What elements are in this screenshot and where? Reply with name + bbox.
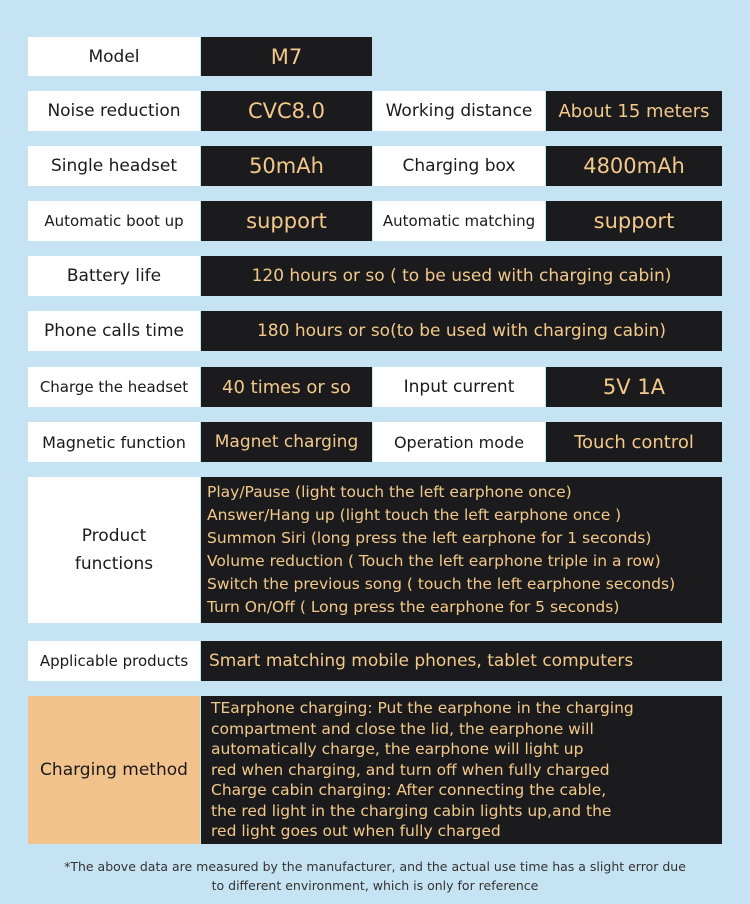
- phone-calls-label: Phone calls time: [28, 311, 200, 351]
- working-distance-label: Working distance: [373, 91, 545, 131]
- product-function-item: Summon Siri (long press the left earphone for 1 seconds): [207, 529, 652, 547]
- charging-method-line: the red light in the charging cabin lights up,and the: [211, 801, 612, 820]
- automatic-boot-value: support: [201, 201, 372, 241]
- product-function-item: Volume reduction ( Touch the left earphone triple in a row): [207, 552, 661, 570]
- battery-life-value: 120 hours or so ( to be used with charging cabin): [201, 256, 722, 296]
- footnote: [0, 857, 750, 895]
- magnetic-function-value: Magnet charging: [201, 422, 372, 462]
- noise-reduction-value: CVC8.0: [201, 91, 372, 131]
- product-functions-label-line-1: Product: [81, 526, 147, 546]
- input-current-value: 5V 1A: [546, 367, 722, 407]
- charging-method-description: [201, 696, 722, 844]
- charging-method-line: compartment and close the lid, the earphone will: [211, 719, 594, 738]
- charging-method-line: red when charging, and turn off when fully charged: [211, 760, 610, 779]
- footnote-line-2: to different environment, which is only for reference: [211, 878, 539, 893]
- noise-reduction-label: Noise reduction: [28, 91, 200, 131]
- applicable-products-value: Smart matching mobile phones, tablet computers: [201, 641, 722, 681]
- single-headset-label: Single headset: [28, 146, 200, 186]
- input-current-label: Input current: [373, 367, 545, 407]
- charge-headset-label: Charge the headset: [28, 367, 200, 407]
- operation-mode-label: Operation mode: [373, 422, 545, 462]
- charging-method-label: Charging method: [28, 696, 200, 844]
- product-function-item: Turn On/Off ( Long press the earphone for 5 seconds): [207, 598, 620, 616]
- product-function-item: Switch the previous song ( touch the left earphone seconds): [207, 575, 676, 593]
- magnetic-function-label: Magnetic function: [28, 422, 200, 462]
- footnote-line-1: *The above data are measured by the manufacturer, and the actual use time has a slight error due: [64, 859, 686, 874]
- battery-life-label: Battery life: [28, 256, 200, 296]
- automatic-matching-label: Automatic matching: [373, 201, 545, 241]
- single-headset-value: 50mAh: [201, 146, 372, 186]
- charging-box-value: 4800mAh: [546, 146, 722, 186]
- product-functions-list: [201, 477, 722, 623]
- operation-mode-value: Touch control: [546, 422, 722, 462]
- phone-calls-value: 180 hours or so(to be used with charging cabin): [201, 311, 722, 351]
- working-distance-value: About 15 meters: [546, 91, 722, 131]
- charging-box-label: Charging box: [373, 146, 545, 186]
- model-label: Model: [28, 37, 200, 76]
- charging-method-line: red light goes out when fully charged: [211, 822, 501, 841]
- charge-headset-value: 40 times or so: [201, 367, 372, 407]
- automatic-matching-value: support: [546, 201, 722, 241]
- applicable-products-label: Applicable products: [28, 641, 200, 681]
- charging-method-line: automatically charge, the earphone will light up: [211, 740, 584, 759]
- model-value: M7: [201, 37, 372, 76]
- charging-method-line: Charge cabin charging: After connecting the cable,: [211, 781, 607, 800]
- automatic-boot-label: Automatic boot up: [28, 201, 200, 241]
- product-function-item: Play/Pause (light touch the left earphone once): [207, 483, 572, 501]
- charging-method-line: TEarphone charging: Put the earphone in the charging: [211, 699, 634, 718]
- product-function-item: Answer/Hang up (light touch the left earphone once ): [207, 506, 622, 524]
- product-functions-label-line-2: functions: [74, 554, 154, 574]
- product-functions-label: [28, 477, 200, 623]
